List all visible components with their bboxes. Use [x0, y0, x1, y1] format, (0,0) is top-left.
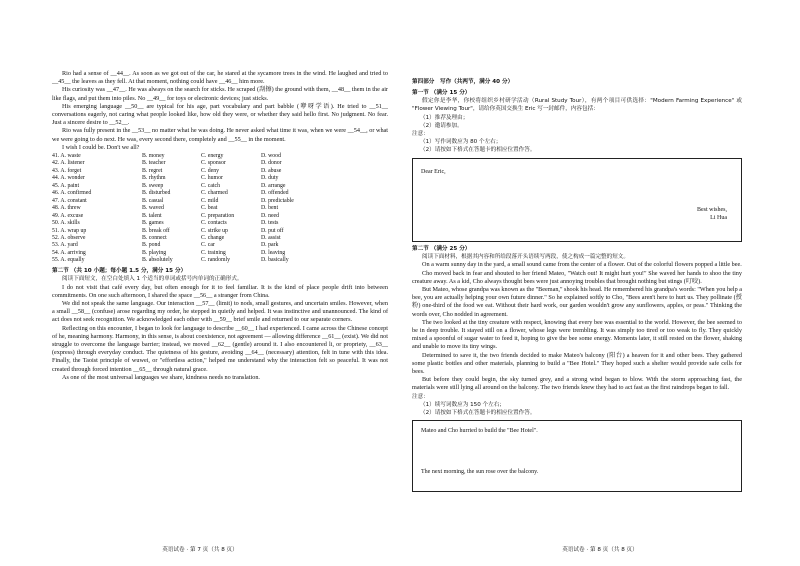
- footer-page-8: 英语试卷 · 第 8 页（共 8 页）: [562, 547, 638, 553]
- option-47-D: D. predictable: [261, 197, 294, 204]
- option-54-C: C. training: [201, 249, 226, 256]
- option-45-B: B. sweep: [142, 182, 164, 189]
- option-55-A: 55. A. equally: [52, 257, 85, 264]
- option-55-B: B. absolutely: [142, 257, 173, 264]
- note-label: 注意：: [412, 131, 429, 137]
- writing-section1-points: [412, 114, 742, 130]
- option-42-B: B. teacher: [142, 160, 166, 167]
- story-paragraph: But before they could begin, the sky turned grey, and a strong wind began to blow. With the storm approaching fast, the materials were still lying all around on the balcony. The two friends knew they had to act fast as the first raindrops began to fall.: [412, 376, 742, 392]
- story-paragraph: On a warm sunny day in the yard, a small sound came from the center of a flower. Out of the colorful flowers popped a little bee.: [422, 261, 742, 269]
- option-44-B: B. rhythm: [142, 175, 166, 182]
- p2-paragraph: Reflecting on this encounter, I began to look for language to describe __60__ I had experienced. I came across the Chinese concept of he, meaning harmony. Harmony, in this sense, is about coexistence, not agreement — allowing difference __61__ (exist). We did not struggle to overcome the language barrier; instead, we moved __62__ (gentle) around it. I also encountered li, or propriety, __63__ (express) through everyday conduct. The quietness of his gesture, avoiding __64__ (necessary) attention, felt in tune with this idea. Finally, the Taoist principle of wuwei, or "effortless action," helped me understand why the interaction felt so peaceful. It was not created through forced intention __65__ through natural grace.: [52, 324, 388, 373]
- right-page: [400, 0, 800, 566]
- part4-title: 第四部分 写作（共两节，满分 40 分）: [412, 79, 514, 85]
- option-44-D: D. duty: [261, 175, 279, 182]
- option-46-A: 46. A. confirmed: [52, 190, 92, 197]
- s1notes-item: （2）请按如下格式在答题卡的相应位置作答。: [420, 147, 536, 154]
- option-48-B: B. waved: [142, 205, 164, 212]
- option-52-B: B. connect: [142, 235, 167, 242]
- email-closing: Best wishes,: [697, 206, 727, 213]
- option-55-D: D. basically: [261, 257, 289, 264]
- writing-section1-title: 第一节 （满分 15 分）: [412, 89, 471, 96]
- option-43-A: 43. A. forget: [52, 167, 82, 174]
- option-54-A: 54. A. arriving: [52, 249, 86, 256]
- story-paragraph: But Mateo, whose grandpa was known as the "Beeman," shook his head. He remembered his grandpa's words: "When you help a bee, you are actually helping your own future dinner." So he explained softly to Cho, "Bees aren't here to hurt us. They pollinate (授粉) one-third of the food we eat. Without their hard work, our garden wouldn't grow any sunflowers, apples, or peas." Thinking the words over, Cho nodded in agreement.: [412, 286, 742, 318]
- option-47-C: C. mild: [201, 197, 219, 204]
- option-48-D: D. bent: [261, 205, 279, 212]
- option-53-C: C. car: [201, 242, 215, 249]
- footer-page-7: 英语试卷 · 第 7 页（共 8 页）: [162, 547, 238, 553]
- writing-section1-notes: [412, 138, 742, 154]
- paragraph2-opening: The next morning, the sun rose over the balcony.: [421, 469, 539, 476]
- option-50-D: D. tests: [261, 220, 279, 227]
- s1points-item: （1）推荐及理由；: [420, 114, 469, 121]
- p1-paragraph: His emerging language __50__ are typical for his age, part vocabulary and part babble (咿呀学语). He tried to __51__ conversations eagerly, not caring what people looked like, how old they were, or whether they said hello first. No judgment. No fear. Just a sincere desire to __52__.: [52, 102, 388, 127]
- p1-paragraph: Rio was fully present in the __53__ no matter what he was doing. He never asked what time it was, when we were __54__, or what we were going to do next. He was, every second there, completely and __55__ in the moment.: [52, 127, 388, 143]
- cloze-options: [52, 153, 388, 265]
- writing-section2-title: 第二节 （满分 25 分）: [412, 245, 471, 252]
- grammar-passage: [52, 284, 388, 382]
- p1-paragraph: I wish I could be. Don't we all?: [62, 143, 140, 151]
- s2notes-item: （1）续写词数应为 150 个左右；: [420, 401, 505, 408]
- option-50-A: 50. A. skills: [52, 220, 80, 227]
- option-47-A: 47. A. constant: [52, 197, 87, 204]
- option-41-A: 41. A. waste: [52, 153, 81, 160]
- option-41-C: C. energy: [201, 153, 224, 160]
- option-49-A: 49. A. excuse: [52, 212, 84, 219]
- option-53-A: 53. A. yard: [52, 242, 78, 249]
- s1points-item: （2）邀请参加。: [420, 122, 463, 129]
- option-45-C: C. catch: [201, 182, 220, 189]
- p1-paragraph: Rio had a sense of __44__. As soon as we got out of the car, he stared at the sycamore trees in the wind. He laughed and tried to __45__ the leaves as they fell. At that moment, nothing could have __46__ him more.: [52, 70, 388, 86]
- email-signature: Li Hua: [710, 214, 727, 221]
- continuation-answer-box: [412, 420, 742, 492]
- option-48-C: C. beat: [201, 205, 218, 212]
- option-51-C: C. strike up: [201, 227, 228, 234]
- option-50-B: B. games: [142, 220, 164, 227]
- option-52-D: D. assist: [261, 235, 281, 242]
- option-45-D: D. arrange: [261, 182, 286, 189]
- option-41-B: B. money: [142, 153, 165, 160]
- paragraph1-opening: Mateo and Cho hurried to build the "Bee Hotel".: [421, 428, 538, 435]
- p2-paragraph: I do not visit that café every day, but often enough for it to feel familiar. It is the kind of place people drift into between commitments. On one such afternoon, I shared the space __56__ a stranger from China.: [52, 283, 388, 299]
- option-48-A: 48. A. threw: [52, 205, 81, 212]
- p1-paragraph: His curiosity was __47__. He was always on the search for sticks. He scraped (刮擦) the ground with them, __48__ them in the air like flags, and put them into piles. No __49__ for toys or electronic devices; just sticks.: [52, 86, 388, 102]
- option-43-B: B. regret: [142, 167, 163, 174]
- option-46-B: B. disturbed: [142, 190, 171, 197]
- option-41-D: D. wood: [261, 153, 281, 160]
- writing-section1-prompt: 假定你是李华，你校将组织乡村研学活动（Rural Study Tour），有两个项目可供选择："Modern Farming Experience" 或 "Flower Viewing Tour"，请给你英国交换生 Eric 写一封邮件，内容包括：: [412, 98, 742, 113]
- option-51-B: B. break off: [142, 227, 170, 234]
- story-paragraph: The two looked at the tiny creature with respect, knowing that every bee was essential to the world. However, the bee seemed to be in deep trouble. It stayed still on a flower, whose legs were trembling. It was simply too tired or too weak to fly. They quickly mixed a spoonful of sugar water to feed it, hoping to give the bee some energy. Moments later, it still rested on the flower, shaking and unable to move its tiny wings.: [412, 318, 742, 351]
- email-answer-box: [412, 158, 742, 242]
- section2-title: 第二节 （共 10 小题；每小题 1.5 分，满分 15 分）: [52, 267, 187, 274]
- option-49-C: C. preparation: [201, 212, 235, 219]
- continuation-story: [412, 261, 742, 392]
- option-52-A: 52. A. observe: [52, 235, 86, 242]
- option-54-B: B. playing: [142, 249, 167, 256]
- option-52-C: C. change: [201, 235, 225, 242]
- section2-instructions: 阅读下面短文，在空白处填入 1 个适当的单词或括号内单词的正确形式。: [62, 276, 243, 283]
- option-54-D: D. leaving: [261, 249, 286, 256]
- option-53-B: B. pond: [142, 242, 161, 249]
- story-paragraph: Cho moved back in fear and shouted to her friend Mateo, "Watch out! It might hurt you!" She waved her hands to shoo the tiny creature away. As a kid, Cho always thought bees were just annoying troubles that brought nothing but stings (叮咬).: [412, 269, 742, 285]
- s1notes-item: （1）写作词数应为 80 个左右；: [420, 139, 502, 146]
- option-51-D: D. put off: [261, 227, 284, 234]
- cloze-passage: [52, 70, 388, 152]
- option-42-C: C. sponsor: [201, 160, 226, 167]
- option-43-C: C. deny: [201, 167, 220, 174]
- p2-paragraph: We did not speak the same language. Our interaction __57__ (limit) to nods, small gestures, and uncertain smiles. However, when a small __58__ (confuse) arose regarding my order, he stepped in quietly and helped. It was instinctive and unannounced. The kind of act does not seek recognition. We acknowledged each other with __59__ brief smile and returned to our separate corners.: [52, 300, 388, 324]
- s2notes-item: （2）请按如下格式在答题卡的相应位置作答。: [420, 410, 536, 417]
- option-49-B: B. talent: [142, 212, 162, 219]
- option-49-D: D. need: [261, 212, 280, 219]
- option-55-C: C. randomly: [201, 257, 230, 264]
- option-43-D: D. abuse: [261, 167, 282, 174]
- story-paragraph: Determined to save it, the two friends decided to make Mateo's balcony (阳台) a heaven for it and other bees. They gathered some plastic bottles and other materials, planning to build a "Bee Hotel." They hoped such a shelter would provide safe cells for bees.: [412, 351, 742, 376]
- option-44-A: 44. A. wonder: [52, 175, 85, 182]
- note-label-2: 注意：: [412, 393, 429, 400]
- p2-paragraph: As one of the most universal languages we share, kindness needs no translation.: [62, 373, 260, 381]
- option-45-A: 45. A. paint: [52, 182, 80, 189]
- option-46-C: C. charmed: [201, 190, 228, 197]
- option-42-A: 42. A. listener: [52, 160, 85, 167]
- option-46-D: D. offended: [261, 190, 289, 197]
- option-50-C: C. contacts: [201, 220, 227, 227]
- option-44-C: C. humor: [201, 175, 223, 182]
- writing-section2-notes: [412, 401, 742, 417]
- option-47-B: B. casual: [142, 197, 164, 204]
- option-42-D: D. donor: [261, 160, 282, 167]
- email-greeting: Dear Eric,: [421, 168, 446, 175]
- option-51-A: 51. A. wrap up: [52, 227, 87, 234]
- option-53-D: D. park: [261, 242, 279, 249]
- writing-section2-instructions: 阅读下面材料，根据其内容和所给段落开头语续写两段，使之构成一篇完整的短文。: [422, 254, 629, 261]
